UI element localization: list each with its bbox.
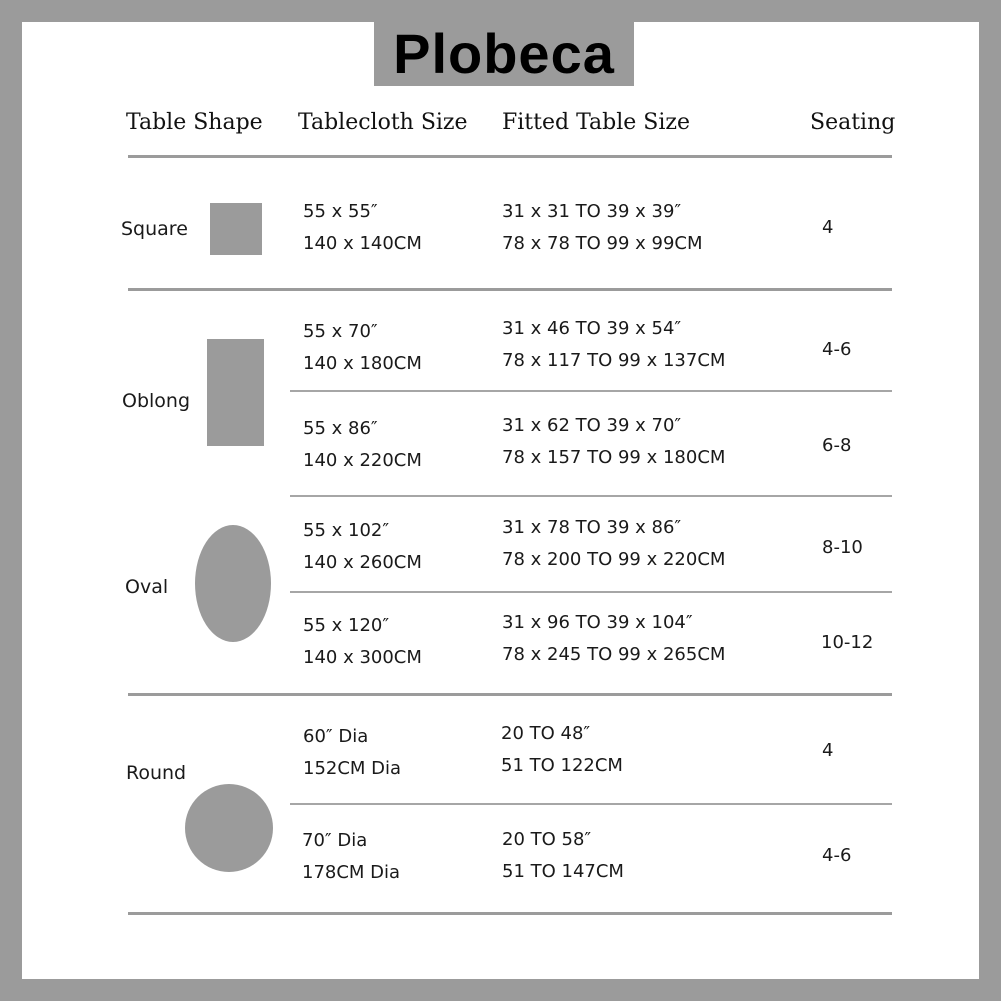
seating-value: 4-6 xyxy=(822,339,852,360)
header-seating: Seating xyxy=(810,110,896,135)
fitted-inches: 20 TO 48″ xyxy=(501,723,591,744)
tablecloth-size-cell xyxy=(303,413,422,477)
tablecloth-inches: 55 x 102″ xyxy=(303,520,390,541)
square-shape-icon xyxy=(210,203,262,255)
tablecloth-inches: 55 x 55″ xyxy=(303,201,378,222)
row-divider xyxy=(290,803,892,805)
fitted-cm: 51 TO 122CM xyxy=(501,755,623,776)
tablecloth-size-cell xyxy=(303,721,401,785)
header-fitted-table-size: Fitted Table Size xyxy=(502,110,691,135)
tablecloth-cm: 140 x 220CM xyxy=(303,450,422,471)
shape-label-square: Square xyxy=(121,218,188,240)
tablecloth-size-cell xyxy=(303,316,422,380)
fitted-cm: 78 x 157 TO 99 x 180CM xyxy=(502,447,726,468)
tablecloth-size-cell xyxy=(303,196,422,260)
seating-value: 4-6 xyxy=(822,845,852,866)
tablecloth-cm: 152CM Dia xyxy=(303,758,402,779)
fitted-inches: 31 x 62 TO 39 x 70″ xyxy=(502,415,682,436)
tablecloth-cm: 140 x 180CM xyxy=(303,353,422,374)
fitted-inches: 20 TO 58″ xyxy=(502,829,592,850)
seating-value: 6-8 xyxy=(822,435,852,456)
fitted-size-cell xyxy=(501,718,623,782)
table-bottom-rule xyxy=(128,912,892,915)
fitted-inches: 31 x 31 TO 39 x 39″ xyxy=(502,201,682,222)
fitted-inches: 31 x 78 TO 39 x 86″ xyxy=(502,517,682,538)
fitted-size-cell xyxy=(502,410,725,474)
fitted-size-cell xyxy=(502,607,725,671)
fitted-size-cell xyxy=(502,512,725,576)
tablecloth-size-cell xyxy=(303,515,422,579)
tablecloth-inches: 55 x 120″ xyxy=(303,615,390,636)
fitted-cm: 78 x 245 TO 99 x 265CM xyxy=(502,644,726,665)
tablecloth-inches: 70″ Dia xyxy=(302,830,368,851)
oval-shape-icon xyxy=(195,525,271,642)
tablecloth-cm: 178CM Dia xyxy=(302,862,401,883)
shape-label-round: Round xyxy=(126,762,187,784)
tablecloth-cm: 140 x 300CM xyxy=(303,647,422,668)
fitted-cm: 78 x 78 TO 99 x 99CM xyxy=(502,233,703,254)
fitted-inches: 31 x 96 TO 39 x 104″ xyxy=(502,612,693,633)
tablecloth-inches: 55 x 86″ xyxy=(303,418,378,439)
fitted-size-cell xyxy=(502,313,725,377)
brand-banner xyxy=(374,20,634,86)
oblong-shape-icon xyxy=(207,339,264,446)
group-divider xyxy=(128,288,892,291)
shape-label-oblong: Oblong xyxy=(122,390,191,412)
tablecloth-inches: 60″ Dia xyxy=(303,726,369,747)
brand-name: Plobeca xyxy=(393,21,615,85)
fitted-size-cell xyxy=(502,824,624,888)
seating-value: 10-12 xyxy=(821,632,874,653)
row-divider xyxy=(290,591,892,593)
header-table-shape: Table Shape xyxy=(126,110,263,135)
seating-value: 8-10 xyxy=(822,537,863,558)
row-divider xyxy=(290,495,892,497)
tablecloth-size-cell xyxy=(302,825,400,889)
fitted-cm: 51 TO 147CM xyxy=(502,861,624,882)
tablecloth-cm: 140 x 260CM xyxy=(303,552,422,573)
group-divider xyxy=(128,693,892,696)
header-divider xyxy=(128,155,892,158)
fitted-cm: 78 x 200 TO 99 x 220CM xyxy=(502,549,726,570)
shape-label-oval: Oval xyxy=(125,576,169,598)
fitted-inches: 31 x 46 TO 39 x 54″ xyxy=(502,318,682,339)
size-chart xyxy=(22,22,979,979)
seating-value: 4 xyxy=(822,217,834,238)
fitted-size-cell xyxy=(502,196,703,260)
row-divider xyxy=(290,390,892,392)
tablecloth-inches: 55 x 70″ xyxy=(303,321,378,342)
fitted-cm: 78 x 117 TO 99 x 137CM xyxy=(502,350,726,371)
round-shape-icon xyxy=(185,784,273,872)
header-tablecloth-size: Tablecloth Size xyxy=(298,110,468,135)
tablecloth-cm: 140 x 140CM xyxy=(303,233,422,254)
tablecloth-size-cell xyxy=(303,610,422,674)
seating-value: 4 xyxy=(822,740,834,761)
